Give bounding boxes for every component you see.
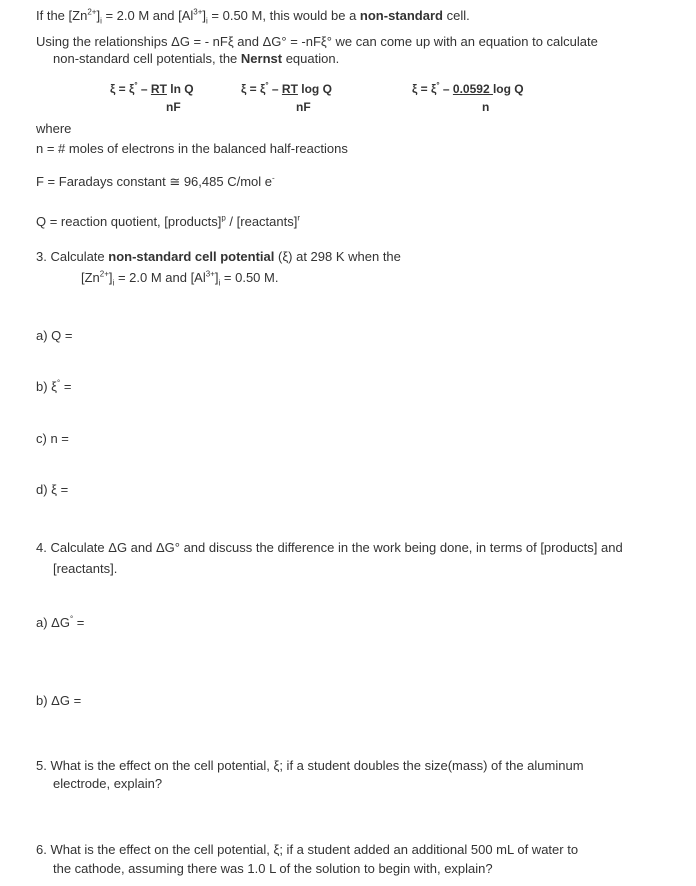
intro-text: ] bbox=[202, 8, 207, 23]
bold-term: non-standard cell potential bbox=[108, 249, 275, 264]
q3-part-c: c) n = bbox=[36, 431, 69, 446]
question-4-line-1: 4. Calculate ΔG and ΔG° and discuss the difference in the work being done, in terms of [products] and bbox=[36, 540, 623, 555]
question-text: ] bbox=[108, 270, 113, 285]
intro-text: = 0.50 M, this would be a bbox=[207, 8, 360, 23]
f-definition bbox=[36, 174, 275, 190]
charge-superscript: 2+ bbox=[99, 269, 109, 279]
question-text: = bbox=[73, 615, 85, 630]
q3-part-b bbox=[36, 379, 71, 395]
q3-part-d: d) ξ = bbox=[36, 482, 69, 497]
exponent-superscript: r bbox=[297, 213, 301, 223]
bold-term: non-standard bbox=[359, 8, 443, 23]
fraction-numerator: 0.0592 bbox=[452, 82, 493, 96]
n-definition: n = # moles of electrons in the balanced half-reactions bbox=[36, 141, 348, 156]
degree-symbol: ° bbox=[57, 378, 61, 388]
equation-part: – bbox=[268, 82, 282, 96]
intro-line-2: Using the relationships ΔG = - nFξ and ΔG° = -nFξ° we can come up with an equation to calculate bbox=[36, 34, 598, 49]
question-6-line-2: the cathode, assuming there was 1.0 L of the solution to begin with, explain? bbox=[53, 861, 493, 876]
question-text: (ξ) at 298 K when the bbox=[274, 249, 401, 264]
q3-part-a: a) Q = bbox=[36, 328, 73, 343]
intro-text: equation. bbox=[282, 51, 340, 66]
question-text: b) ξ bbox=[36, 379, 57, 394]
question-text: 3. Calculate bbox=[36, 249, 109, 264]
intro-line-3 bbox=[53, 51, 339, 67]
question-5-line-1: 5. What is the effect on the cell potential, ξ; if a student doubles the size(mass) of the aluminum bbox=[36, 758, 584, 773]
degree-symbol: ° bbox=[436, 81, 440, 90]
intro-text: ] bbox=[96, 8, 101, 23]
initial-subscript: i bbox=[112, 278, 115, 288]
exponent-superscript: p bbox=[221, 213, 226, 223]
equation-part: ln Q bbox=[166, 82, 194, 96]
intro-text: If the [Zn bbox=[36, 8, 88, 23]
nernst-equation-298k-denominator: n bbox=[482, 100, 490, 114]
fraction-numerator: RT bbox=[281, 82, 298, 96]
equation-part: ξ = ξ bbox=[110, 82, 135, 96]
intro-text: = 2.0 M and [Al bbox=[101, 8, 194, 23]
question-text: [Zn bbox=[81, 270, 100, 285]
equation-part: ξ = ξ bbox=[412, 82, 437, 96]
intro-text: non-standard cell potentials, the bbox=[53, 51, 241, 66]
charge-superscript: 3+ bbox=[205, 269, 215, 279]
where-label: where bbox=[36, 121, 72, 136]
q4-part-a bbox=[36, 615, 84, 631]
intro-text: cell. bbox=[442, 8, 470, 23]
nernst-equation-log-denominator: nF bbox=[296, 100, 311, 114]
initial-subscript: i bbox=[100, 16, 102, 26]
q-definition bbox=[36, 214, 300, 230]
charge-superscript: 3+ bbox=[193, 7, 203, 17]
fraction-numerator: RT bbox=[150, 82, 167, 96]
nernst-equation-ln bbox=[110, 81, 194, 97]
question-text: a) ΔG bbox=[36, 615, 70, 630]
equation-part: – bbox=[439, 82, 453, 96]
definition-text: Q = reaction quotient, [products] bbox=[36, 214, 222, 229]
question-4-line-2: [reactants]. bbox=[53, 561, 118, 576]
intro-line-1 bbox=[36, 8, 470, 24]
question-text: = bbox=[60, 379, 72, 394]
question-text: = 2.0 M and [Al bbox=[114, 270, 206, 285]
degree-symbol: ° bbox=[134, 81, 138, 90]
definition-text: F = Faradays constant ≅ 96,485 C/mol e bbox=[36, 174, 272, 189]
nernst-equation-298k bbox=[412, 81, 524, 97]
charge-superscript: - bbox=[271, 173, 275, 183]
bold-term: Nernst bbox=[240, 51, 283, 66]
question-5-line-2: electrode, explain? bbox=[53, 776, 163, 791]
question-text: ] bbox=[214, 270, 219, 285]
degree-symbol: ° bbox=[265, 81, 269, 90]
nernst-equation-log bbox=[241, 81, 332, 97]
equation-part: log Q bbox=[492, 82, 524, 96]
degree-symbol: ° bbox=[69, 614, 74, 624]
q4-part-b: b) ΔG = bbox=[36, 693, 82, 708]
charge-superscript: 2+ bbox=[87, 7, 97, 17]
equation-part: log Q bbox=[297, 82, 332, 96]
question-3-line-2 bbox=[81, 270, 278, 286]
equation-part: ξ = ξ bbox=[241, 82, 266, 96]
equation-part: – bbox=[137, 82, 151, 96]
question-3-line-1 bbox=[36, 249, 401, 265]
initial-subscript: i bbox=[206, 16, 208, 26]
question-text: = 0.50 M. bbox=[220, 270, 279, 285]
question-6-line-1: 6. What is the effect on the cell potential, ξ; if a student added an additional 500 mL of water to bbox=[36, 842, 579, 857]
definition-text: / [reactants] bbox=[225, 214, 298, 229]
nernst-equation-ln-denominator: nF bbox=[166, 100, 181, 114]
initial-subscript: i bbox=[218, 278, 221, 288]
